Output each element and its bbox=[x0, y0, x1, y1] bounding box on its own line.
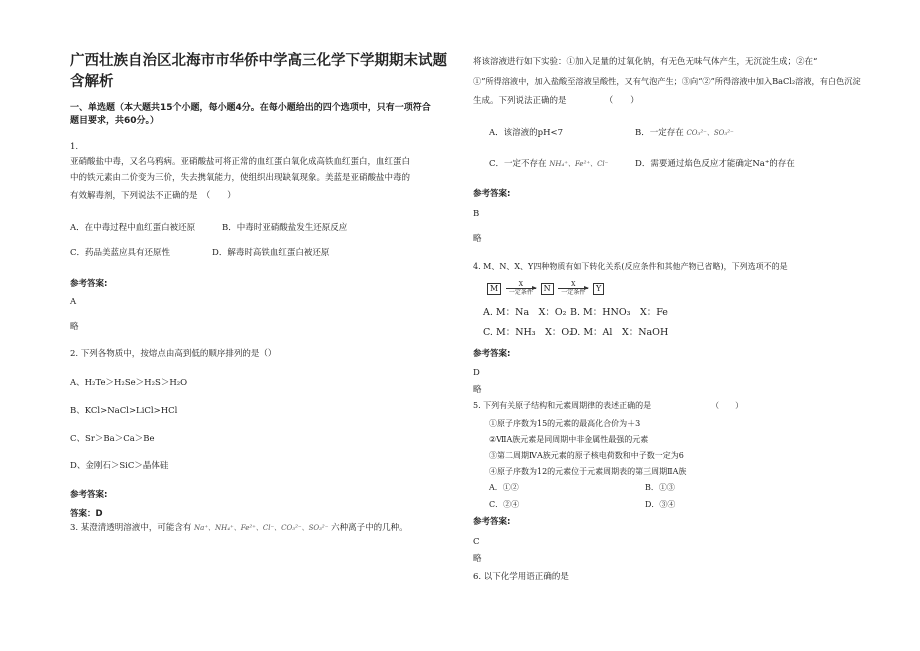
q3-option-a: A．该溶液的pH<7 bbox=[489, 128, 564, 138]
q5-option-a: A．①② bbox=[489, 483, 519, 492]
q3-cont-line: 生成。下列说法正确的是 （ ） bbox=[473, 96, 639, 106]
q5-explain: 略 bbox=[473, 554, 482, 564]
q4-option-b: B. M：HNO₃ X：Fe bbox=[570, 307, 668, 318]
q3-option-b-text: B．一定存在 bbox=[635, 128, 684, 138]
q3-cont-line: ①”所得溶液中，加入盐酸至溶液呈酸性，又有气泡产生；③向“②”所得溶液中加入BaCl₂溶液，有白色沉淀 bbox=[473, 76, 861, 86]
page-title-cont: 含解析 bbox=[70, 74, 114, 90]
q1-option-d: D．解毒时高铁血红蛋白被还原 bbox=[212, 248, 330, 258]
q4-option-a: A. M：Na X：O₂ bbox=[483, 307, 567, 318]
q5-statement-1: ①原子序数为15的元素的最高化合价为＋3 bbox=[489, 419, 641, 428]
q4-text: 4. M、N、X、Y四种物质有如下转化关系(反应条件和其他产物已省略)，下列选项不的是 bbox=[473, 262, 788, 271]
q1-text-line: 亚硝酸盐中毒，又名乌鸦病。亚硝酸盐可将正常的血红蛋白氧化成高铁血红蛋白，血红蛋白 bbox=[70, 157, 411, 167]
scheme-arrow-reagent: X bbox=[518, 281, 524, 288]
q2-option-a: A、H₂Te＞H₂Se＞H₂S＞H₂O bbox=[70, 378, 188, 388]
section-heading: 一、单选题（本大题共15个小题，每小题4分。在每小题给出的四个选项中，只有一项符合 bbox=[70, 103, 431, 113]
q3-ions: Na⁺、NH₄⁺、Fe²⁺、Cl⁻、CO₃²⁻、SO₃²⁻ bbox=[194, 524, 329, 532]
scheme-m: M bbox=[487, 283, 501, 295]
scheme-n: N bbox=[541, 283, 554, 295]
q1-answer: A bbox=[70, 297, 77, 307]
q3-text-post: 六种离子中的几种。 bbox=[331, 523, 408, 533]
q6-text: 6. 以下化学用语正确的是 bbox=[473, 572, 569, 582]
q4-option-d: D. M：Al X：NaOH bbox=[570, 327, 669, 338]
q3-text-pre: 3. 某澄清透明溶液中，可能含有 bbox=[70, 523, 192, 533]
q1-option-c: C．药品美蓝应具有还原性 bbox=[70, 248, 171, 258]
q3-option-c-ions: NH₄⁺、Fe²⁺、Cl⁻ bbox=[549, 160, 609, 168]
q1-text-line: 有效解毒剂，下列说法不正确的是 （ ） bbox=[70, 191, 236, 201]
q2-text: 2. 下列各物质中，按熔点由高到低的顺序排列的是（） bbox=[70, 349, 277, 359]
q3-answer: B bbox=[473, 209, 480, 219]
q4-scheme bbox=[487, 281, 604, 296]
scheme-y: Y bbox=[593, 283, 604, 295]
q1-option-b: B．中毒时亚硝酸盐发生还原反应 bbox=[222, 223, 348, 233]
q5-text: 5. 下列有关原子结构和元素周期律的表述正确的是 （ ） bbox=[473, 401, 744, 410]
q2-option-d: D、金刚石＞SiC＞晶体硅 bbox=[70, 461, 169, 471]
q4-answer-label: 参考答案: bbox=[473, 349, 511, 359]
scheme-arrow bbox=[558, 281, 588, 296]
q2-option-b: B、KCl>NaCl>LiCl>HCl bbox=[70, 406, 178, 416]
q4-answer: D bbox=[473, 368, 480, 378]
q5-statement-3: ③第二周期ⅣA族元素的原子核电荷数和中子数一定为6 bbox=[489, 451, 684, 460]
q3-option-b-ions: CO₃²⁻、SO₃²⁻ bbox=[686, 129, 734, 137]
q3-text bbox=[70, 522, 408, 534]
q4-option-c: C. M：NH₃ X：O₂ bbox=[483, 327, 573, 338]
q1-answer-label: 参考答案: bbox=[70, 279, 108, 289]
q5-statement-2: ②ⅦA族元素是同周期中非金属性最强的元素 bbox=[489, 435, 649, 444]
scheme-arrow-line bbox=[558, 288, 588, 289]
q3-option-c-text: C．一定不存在 bbox=[489, 159, 547, 169]
q5-answer: C bbox=[473, 537, 480, 547]
q3-option-d: D．需要通过焰色反应才能确定Na⁺的存在 bbox=[635, 159, 795, 169]
scheme-arrow-cond: 一定条件 bbox=[561, 289, 586, 296]
q5-option-d: D．③④ bbox=[645, 500, 676, 509]
q2-answer-label: 参考答案: bbox=[70, 490, 108, 500]
q2-option-c: C、Sr＞Ba＞Ca＞Be bbox=[70, 434, 155, 444]
scheme-arrow bbox=[506, 281, 536, 296]
q1-text-line: 中的铁元素由二价变为三价，失去携氧能力，使组织出现缺氧现象。美蓝是亚硝酸盐中毒的 bbox=[70, 173, 411, 183]
q1-explain: 略 bbox=[70, 322, 79, 332]
q3-explain: 略 bbox=[473, 234, 482, 244]
scheme-arrow-line bbox=[506, 288, 536, 289]
q5-option-c: C．②④ bbox=[489, 500, 520, 509]
q5-option-b: B．①③ bbox=[645, 483, 675, 492]
q2-answer: 答案：D bbox=[70, 509, 103, 519]
q1-number: 1. bbox=[70, 142, 79, 152]
q1-option-a: A．在中毒过程中血红蛋白被还原 bbox=[70, 223, 196, 233]
section-heading-cont: 题目要求，共60分。） bbox=[70, 116, 160, 126]
q5-statement-4: ④原子序数为12的元素位于元素周期表的第三周期ⅡA族 bbox=[489, 467, 687, 476]
q3-answer-label: 参考答案: bbox=[473, 189, 511, 199]
q3-option-c bbox=[489, 158, 608, 170]
q5-answer-label: 参考答案: bbox=[473, 517, 511, 527]
scheme-arrow-reagent: X bbox=[571, 281, 576, 288]
page-title: 广西壮族自治区北海市市华侨中学高三化学下学期期末试题 bbox=[70, 53, 447, 69]
q3-cont-line: 将该溶液进行如下实验：①加入足量的过氧化钠，有无色无味气体产生，无沉淀生成；②在“ bbox=[473, 57, 818, 67]
q4-explain: 略 bbox=[473, 385, 482, 395]
scheme-arrow-cond: 一定条件 bbox=[508, 289, 533, 296]
q3-option-b bbox=[635, 127, 734, 139]
